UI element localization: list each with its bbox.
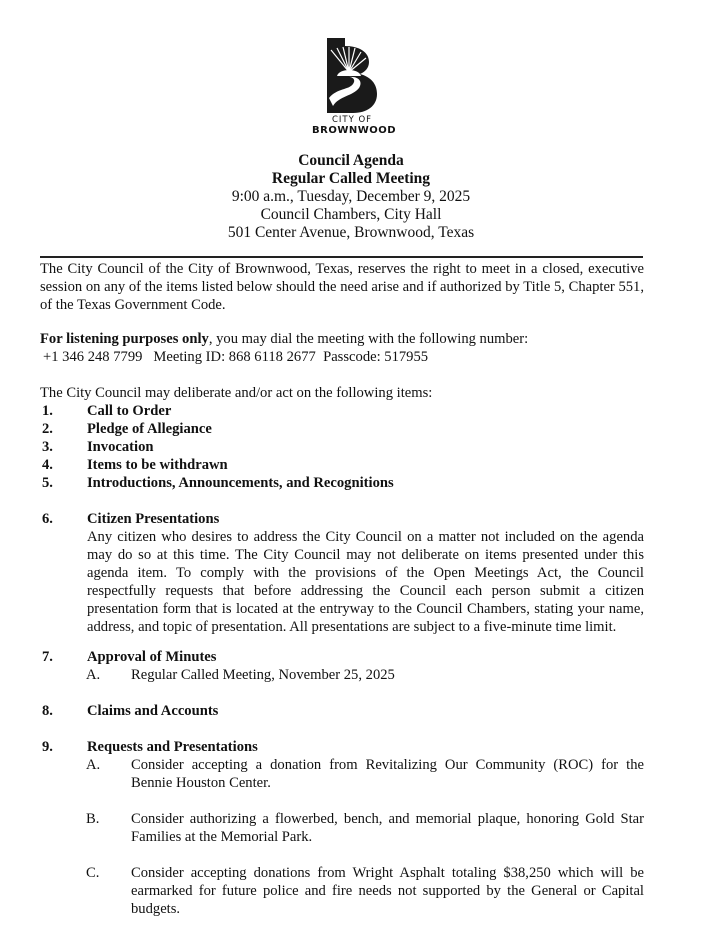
item-title: Citizen Presentations bbox=[87, 511, 220, 527]
item-number: 3. bbox=[42, 439, 53, 455]
brownwood-b-logo-icon bbox=[323, 36, 381, 114]
citizen-presentations-description: Any citizen who desires to address the City Council on a matter not included on the agenda may do so at this time. The City Council may not deliberate on items presented under this agenda item. To comply with the provisions of the Open Meetings Act, the Council respectfully requests that before addressing the Council each person submit a citizen presentation form that is located at the entryway to the Council Chambers, stating your name, address, and topic of presentation. All presentations are subject to a five-minute time limit. bbox=[87, 529, 644, 635]
item-title: Invocation bbox=[87, 439, 154, 455]
subitem-letter: A. bbox=[86, 667, 101, 683]
header-divider bbox=[40, 256, 643, 258]
executive-session-notice: The City Council of the City of Brownwood, Texas, reserves the right to meet in a closed, executive session on any of the items listed below should the need arise and if authorized by Title 5, Chapter 551, of the Texas Government Code. bbox=[40, 261, 644, 313]
item-title: Pledge of Allegiance bbox=[87, 421, 212, 437]
subitem-letter: A. bbox=[86, 757, 101, 773]
item-number: 1. bbox=[42, 403, 53, 419]
meeting-datetime: 9:00 a.m., Tuesday, December 9, 2025 bbox=[231, 188, 471, 205]
item-title: Approval of Minutes bbox=[87, 649, 217, 665]
subitem-text: Consider accepting donations from Wright Asphalt totaling $38,250 which will be earmarked for future police and fire needs not supported by the General or Capital budgets. bbox=[131, 865, 644, 917]
item-number: 2. bbox=[42, 421, 53, 437]
item-number: 6. bbox=[42, 511, 53, 527]
listening-bold-text: For listening purposes only bbox=[40, 331, 209, 347]
item-title: Claims and Accounts bbox=[87, 703, 219, 719]
item-title: Introductions, Announcements, and Recognitions bbox=[87, 475, 394, 491]
city-logo bbox=[312, 36, 397, 142]
subitem-letter: B. bbox=[86, 811, 100, 827]
item-number: 4. bbox=[42, 457, 53, 473]
subitem-text: Regular Called Meeting, November 25, 2025 bbox=[131, 667, 395, 683]
item-title: Items to be withdrawn bbox=[87, 457, 228, 473]
item-title: Call to Order bbox=[87, 403, 172, 419]
meeting-location: Council Chambers, City Hall bbox=[260, 206, 442, 223]
logo-brownwood: BROWNWOOD bbox=[312, 125, 397, 136]
subitem-text: Consider accepting a donation from Revitalizing Our Community (ROC) for the Bennie Houston Center. bbox=[131, 757, 644, 791]
subitem-text: Consider authorizing a flowerbed, bench, and memorial plaque, honoring Gold Star Families at the Memorial Park. bbox=[131, 811, 644, 845]
agenda-header bbox=[0, 152, 702, 242]
subitem-letter: C. bbox=[86, 865, 100, 881]
item-number: 8. bbox=[42, 703, 53, 719]
listening-notice bbox=[40, 330, 644, 366]
item-number: 5. bbox=[42, 475, 53, 491]
logo-city-of: CITY OF bbox=[331, 115, 373, 125]
deliberate-notice: The City Council may deliberate and/or act on the following items: bbox=[40, 385, 433, 401]
listening-text: , you may dial the meeting with the following number: bbox=[208, 331, 529, 347]
meeting-type: Regular Called Meeting bbox=[271, 170, 431, 187]
dial-in-info: +1 346 248 7799 Meeting ID: 868 6118 2677 Passcode: 517955 bbox=[43, 349, 429, 365]
item-number: 7. bbox=[42, 649, 53, 665]
meeting-address: 501 Center Avenue, Brownwood, Texas bbox=[227, 224, 475, 241]
item-number: 9. bbox=[42, 739, 53, 755]
agenda-title: Council Agenda bbox=[298, 152, 404, 169]
item-title: Requests and Presentations bbox=[87, 739, 258, 755]
